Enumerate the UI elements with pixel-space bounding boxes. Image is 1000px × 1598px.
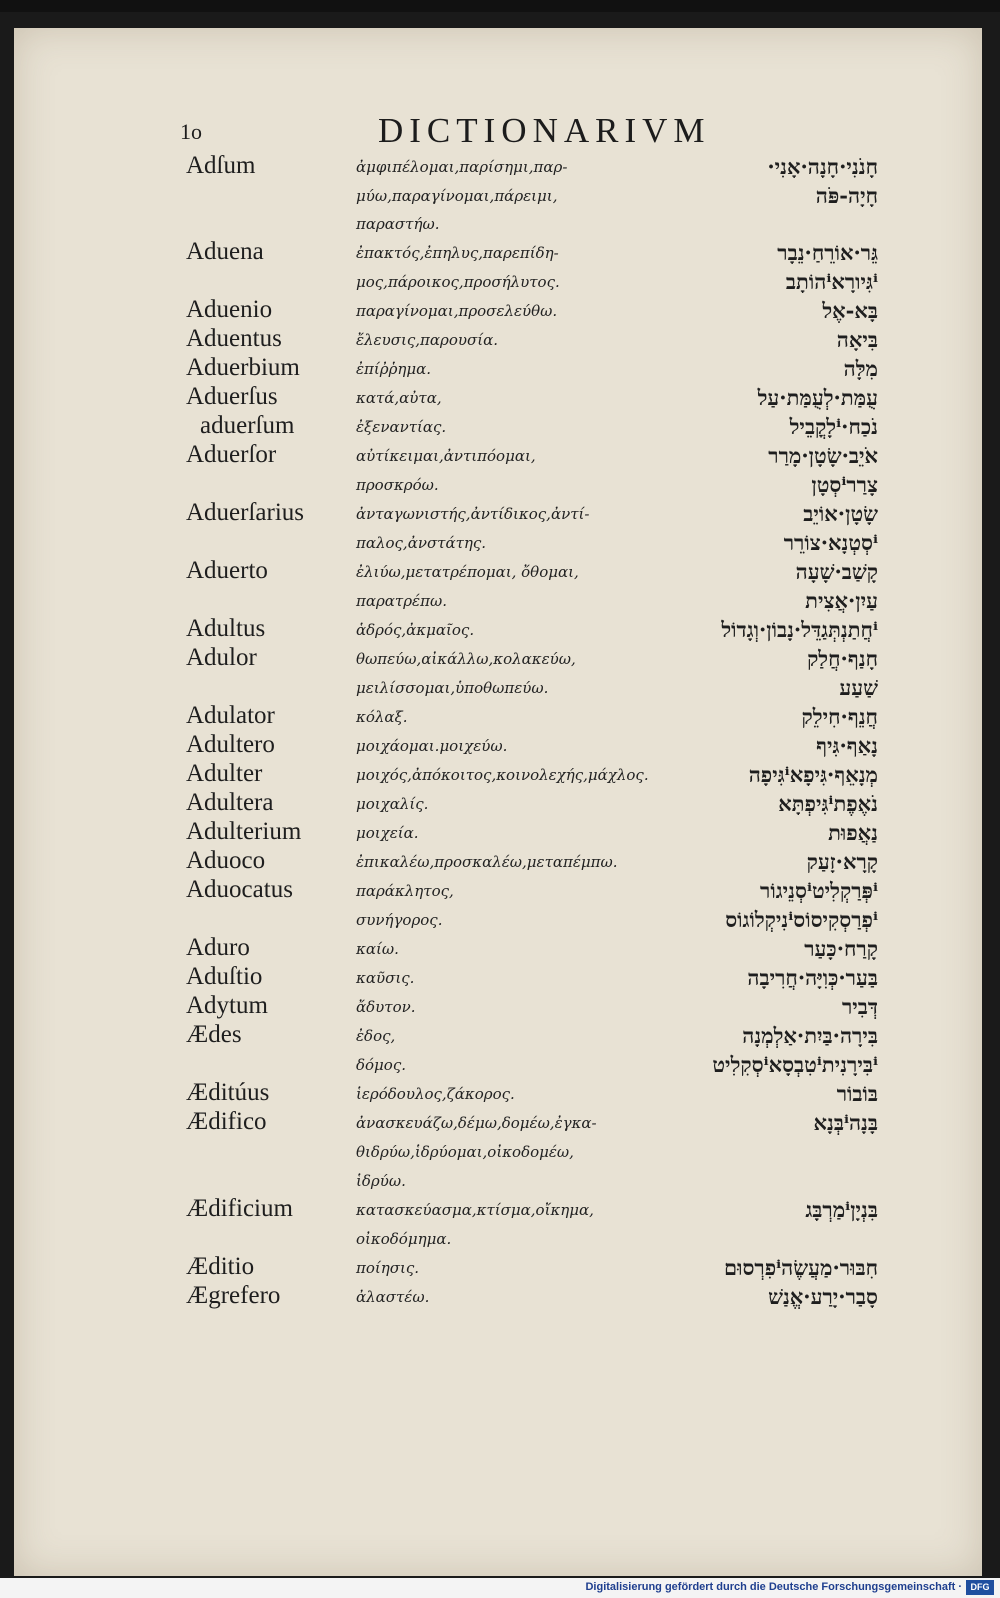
latin-headword: Æditúus — [186, 1079, 270, 1106]
hebrew-equivalents: חָנַף·חֲלַק — [807, 646, 878, 671]
entry-row — [0, 1108, 1000, 1138]
latin-headword: Aduro — [186, 934, 250, 961]
hebrew-equivalents: קָרַח·כָּעַר — [804, 936, 878, 961]
entry-row — [0, 586, 1000, 616]
greek-equivalents: μειλίσσομαι,ὑποθωπεύω. — [356, 679, 549, 697]
greek-equivalents: ἱδρύω. — [356, 1172, 406, 1190]
hebrew-equivalents: בָּנָהⁱבְּנָא — [813, 1110, 878, 1135]
entry-row — [0, 615, 1000, 645]
greek-equivalents: παρατρέπω. — [356, 592, 447, 610]
latin-headword: Ædificium — [186, 1195, 293, 1222]
entry-row — [0, 181, 1000, 211]
hebrew-equivalents: קָשַׁב·שָׁעָה — [795, 559, 878, 584]
latin-headword: Aduerbium — [186, 354, 300, 381]
entry-row — [0, 1021, 1000, 1051]
greek-equivalents: ἀμφιπέλομαι,παρίσημι,παρ- — [356, 158, 568, 176]
entry-row — [0, 557, 1000, 587]
hebrew-equivalents: עֻמַּת·לְעֻמַּת·עַל — [757, 385, 878, 410]
hebrew-equivalents: ⁱגִּיורָאⁱהוֹתָב — [785, 269, 878, 294]
hebrew-equivalents: ⁱסְטְנָא·צוֹרֵר — [783, 530, 878, 555]
greek-equivalents: ἀνασκευάζω,δέμω,δομέω,ἐγκα- — [356, 1114, 597, 1132]
hebrew-equivalents: בִּירָה·בַּיִת·אַלְמְנָה — [742, 1023, 878, 1048]
hebrew-equivalents: דְּבִיר — [841, 994, 878, 1019]
greek-equivalents: ἀνταγωνιστής,ἀντίδικος,ἀντί- — [356, 505, 590, 523]
hebrew-equivalents: נַאֲפוּת — [828, 820, 878, 845]
latin-headword: Aduenio — [186, 296, 273, 323]
hebrew-equivalents: מִלָּה — [843, 356, 878, 381]
greek-equivalents: ἁδρός,ἀκμαῖος. — [356, 621, 475, 639]
hebrew-equivalents: נֹאֶפֶתⁱגִּיפְתָּא — [778, 791, 878, 816]
entry-row — [0, 325, 1000, 355]
entry-row — [0, 644, 1000, 674]
latin-headword: Ædes — [186, 1021, 242, 1048]
greek-equivalents: κατασκεύασμα,κτίσμα,οἴκημα, — [356, 1201, 594, 1219]
greek-equivalents: ἄδυτον. — [356, 998, 416, 1016]
greek-equivalents: ἐδος, — [356, 1027, 396, 1045]
greek-equivalents: μοιχαλίς. — [356, 795, 429, 813]
hebrew-equivalents: עַיִן·אֲצִית — [805, 588, 878, 613]
hebrew-equivalents: שָׂטָן·אוֹיֵב — [803, 501, 878, 526]
latin-headword: Adytum — [186, 992, 268, 1019]
entry-row — [0, 934, 1000, 964]
greek-equivalents: προσκρόω. — [356, 476, 439, 494]
hebrew-equivalents: ⁱפְּרַקְלִיטⁱסְנֵיגוֹר — [760, 878, 878, 903]
entry-row — [0, 673, 1000, 703]
latin-headword: Aduerto — [186, 557, 268, 584]
greek-equivalents: κατά,αὐτα, — [356, 389, 442, 407]
greek-equivalents: ἀλαστέω. — [356, 1288, 430, 1306]
greek-equivalents: καίω. — [356, 940, 399, 958]
hebrew-equivalents: בּוֹבוֹר — [836, 1081, 878, 1106]
hebrew-equivalents: בִּנְיָןⁱמַרְבָּג — [805, 1197, 878, 1222]
greek-equivalents: παράκλητος, — [356, 882, 454, 900]
latin-headword: Adulator — [186, 702, 275, 729]
hebrew-equivalents: סָבַר·יָרַע·אֱנַשׁ — [768, 1284, 878, 1309]
greek-equivalents: θωπεύω,αἰκάλλω,κολακεύω, — [356, 650, 576, 668]
latin-headword: Ægrefero — [186, 1282, 281, 1309]
latin-headword: Adultero — [186, 731, 275, 758]
greek-equivalents: ἐλιύω,μετατρέπομαι, ὄθομαι, — [356, 563, 579, 581]
latin-headword: Æditio — [186, 1253, 255, 1280]
entry-row — [0, 1195, 1000, 1225]
entry-row — [0, 1166, 1000, 1196]
entry-row — [0, 470, 1000, 500]
hebrew-equivalents: מְנָאֵף·גִּיפָאⁱגִּיפָה — [748, 762, 878, 787]
greek-equivalents: μοιχός,ἀπόκοιτος,κοινολεχής,μάχλος. — [356, 766, 649, 784]
hebrew-equivalents: חִבּוּר·מַעֲשֶׂהⁱפִרְסוּם — [723, 1255, 878, 1280]
entry-row — [0, 992, 1000, 1022]
entry-row — [0, 789, 1000, 819]
entry-row — [0, 383, 1000, 413]
hebrew-equivalents: גֵּר·אוֹרֵחַ·נֵבָר — [777, 240, 878, 265]
hebrew-equivalents: חָנֹנִי·חָנָה·אָנִי· — [767, 154, 878, 179]
latin-headword: Aduerſus — [186, 383, 278, 410]
hebrew-equivalents: קָרָא·זָעַק — [806, 849, 878, 874]
latin-headword: Adulterium — [186, 818, 302, 845]
entry-row — [0, 1253, 1000, 1283]
footer — [0, 1578, 1000, 1598]
entry-row — [0, 499, 1000, 529]
hebrew-equivalents: שַׁעַע — [839, 675, 878, 700]
greek-equivalents: παλος,ἀνστάτης. — [356, 534, 487, 552]
latin-headword: Aduena — [186, 238, 264, 265]
entry-row — [0, 209, 1000, 239]
greek-equivalents: μος,πάροικος,προσήλυτος. — [356, 273, 560, 291]
entry-row — [0, 1050, 1000, 1080]
greek-equivalents: δόμος. — [356, 1056, 407, 1074]
hebrew-equivalents: ⁱבִּירָנִיתⁱטִבְסָאⁱסְקִלִיט — [712, 1052, 878, 1077]
latin-headword: Adultera — [186, 789, 274, 816]
entry-row — [0, 847, 1000, 877]
entry-row — [0, 1137, 1000, 1167]
entry-row — [0, 354, 1000, 384]
latin-headword: Adultus — [186, 615, 266, 642]
greek-equivalents: ἐπικαλέω,προσκαλέω,μεταπέμπω. — [356, 853, 618, 871]
greek-equivalents: μοιχεία. — [356, 824, 419, 842]
entry-row — [0, 760, 1000, 790]
entry-row — [0, 963, 1000, 993]
hebrew-equivalents: ⁱפְרַסְקִיסוֹסⁱנִיקְלוֹגוֹס — [725, 907, 878, 932]
latin-headword: Aduoco — [186, 847, 266, 874]
entry-row — [0, 152, 1000, 182]
latin-headword: Aduſtio — [186, 963, 263, 990]
greek-equivalents: ἐξεναντίας. — [356, 418, 447, 436]
greek-equivalents: κόλαξ. — [356, 708, 408, 726]
entry-row — [0, 267, 1000, 297]
entry-row — [0, 702, 1000, 732]
entry-row — [0, 876, 1000, 906]
latin-headword: Ædifico — [186, 1108, 267, 1135]
entry-row — [0, 238, 1000, 268]
entry-row — [0, 1224, 1000, 1254]
latin-headword: aduerſum — [200, 412, 295, 439]
hebrew-equivalents: בִּיאָה — [836, 327, 878, 352]
greek-equivalents: ποίησις. — [356, 1259, 420, 1277]
greek-equivalents: ἐπίῤῥημα. — [356, 360, 432, 378]
entry-row — [0, 731, 1000, 761]
latin-headword: Aduerſor — [186, 441, 277, 468]
entry-row — [0, 412, 1000, 442]
greek-equivalents: παραγίνομαι,προσελεύθω. — [356, 302, 558, 320]
latin-headword: Adulor — [186, 644, 257, 671]
hebrew-equivalents: בַּעַר·כְּוִיָּה·חֲרִיבָה — [747, 965, 878, 990]
footer-credit: Digitalisierung gefördert durch die Deutsche Forschungsgemeinschaft · — [585, 1581, 962, 1593]
latin-headword: Aduocatus — [186, 876, 293, 903]
entry-row — [0, 905, 1000, 935]
entry-row — [0, 1079, 1000, 1109]
greek-equivalents: ἱερόδουλος,ζάκορος. — [356, 1085, 515, 1103]
greek-equivalents: μύω,παραγίνομαι,πάρειμι, — [356, 187, 558, 205]
entry-row — [0, 818, 1000, 848]
latin-headword: Adulter — [186, 760, 263, 787]
entry-row — [0, 296, 1000, 326]
greek-equivalents: ἔλευσις,παρουσία. — [356, 331, 498, 349]
entry-row — [0, 441, 1000, 471]
hebrew-equivalents: חֲנֵף·חִילֵק — [801, 704, 878, 729]
running-head: DICTIONARIVM — [378, 111, 711, 150]
entry-row — [0, 528, 1000, 558]
hebrew-equivalents: צָרַרⁱסְטָן — [811, 472, 878, 497]
hebrew-equivalents: אֹיֵב·שָׂטָן·מָרַר — [768, 443, 878, 468]
greek-equivalents: αὐτίκειμαι,ἀντιπόομαι, — [356, 447, 536, 465]
hebrew-equivalents: ⁱחֲתַנְתְּגַדֵּל·נָבוֹן·וְגָדוֹל — [721, 617, 878, 642]
hebrew-equivalents: חָיָה-פֹּה — [815, 183, 878, 208]
latin-headword: Aduerſarius — [186, 499, 305, 526]
greek-equivalents: μοιχάομαι.μοιχεύω. — [356, 737, 508, 755]
hebrew-equivalents: נֹכַח·ⁱלָקֳבֵיל — [789, 414, 878, 439]
entry-row — [0, 1282, 1000, 1312]
greek-equivalents: συνήγορος. — [356, 911, 443, 929]
dfg-logo: DFG — [966, 1580, 994, 1595]
hebrew-equivalents: נָאַף·גִּיף — [816, 733, 878, 758]
greek-equivalents: καῦσις. — [356, 969, 415, 987]
latin-headword: Adſum — [186, 152, 256, 179]
greek-equivalents: ἐπακτός,ἐπηλυς,παρεπίδη- — [356, 244, 559, 262]
hebrew-equivalents: בָּא-אֶל — [822, 298, 878, 323]
greek-equivalents: θιδρύω,ἱδρύομαι,οἰκοδομέω, — [356, 1143, 574, 1161]
page-number: 1o — [180, 119, 202, 144]
greek-equivalents: παραστήω. — [356, 215, 440, 233]
greek-equivalents: οἰκοδόμημα. — [356, 1230, 452, 1248]
latin-headword: Aduentus — [186, 325, 282, 352]
